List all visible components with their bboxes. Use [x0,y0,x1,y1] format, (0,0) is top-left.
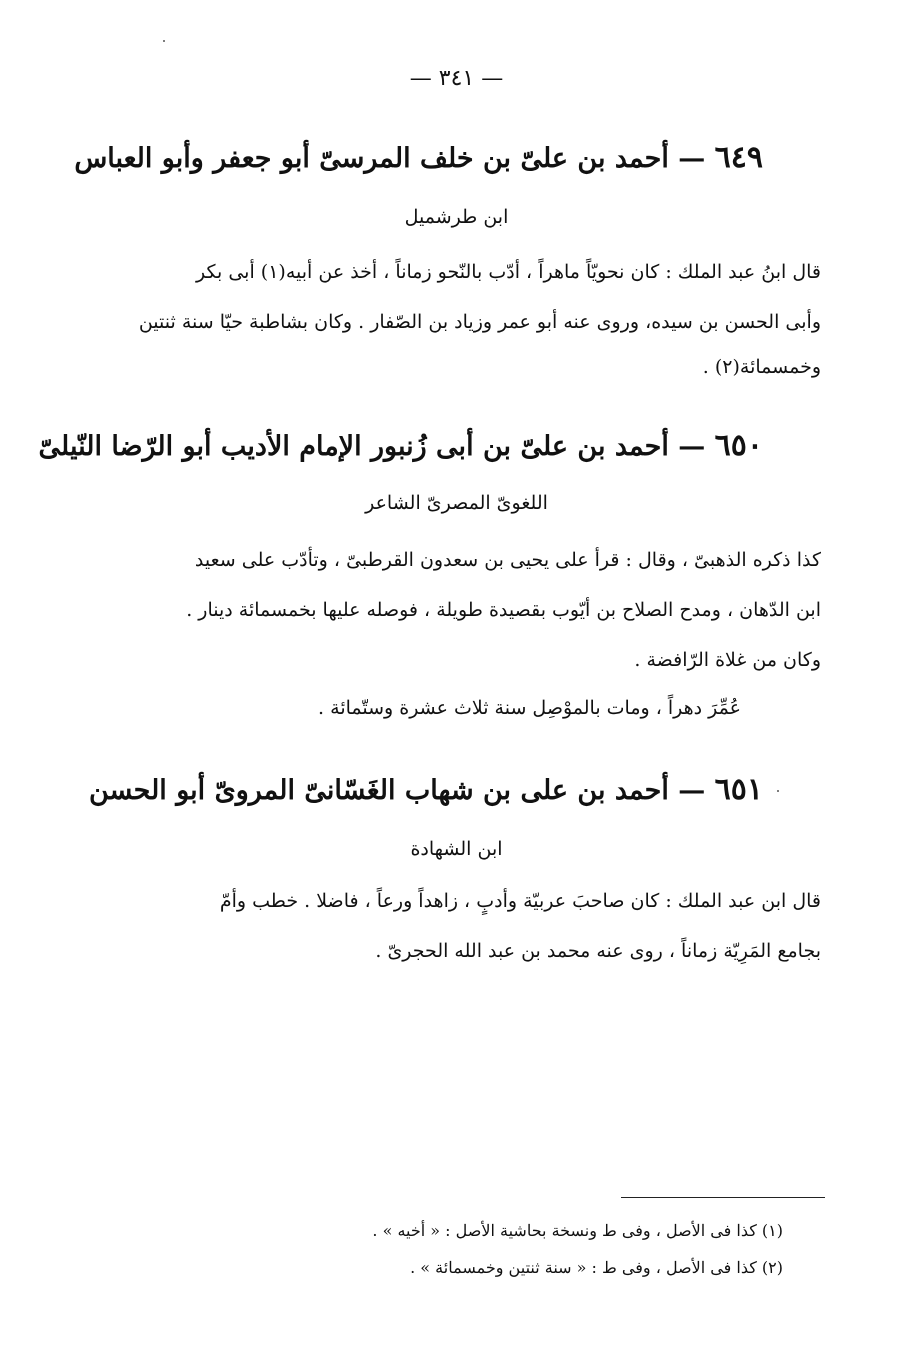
body-line: وكان من غلاة الرّافضة . [634,649,821,671]
entry-title: أحمد بن على بن شهاب الغَسّانىّ المروىّ أبو الحسن [89,775,669,806]
entry-dash: — [678,431,706,462]
entry-title: أحمد بن علىّ بن أبى زُنبور الإمام الأديب أبو الرّضا النّيلىّ [38,431,669,462]
entry-dash: — [678,143,706,174]
body-line: بجامع المَرِيّة زماناً ، روى عنه محمد بن عبد الله الحجرىّ . [375,940,821,962]
body-line: قال ابنُ عبد الملك : كان نحويّاً ماهراً ، أدّب بالنّحو زماناً ، أخذ عن أبيه(١) أبى بكر [196,261,821,283]
entry-dash: — [678,775,706,806]
entry-body [92,247,821,387]
entry-heading [38,428,763,463]
page-number: — ٣٤١ — [409,66,504,91]
footnote: (٢) كذا فى الأصل ، وفى ط : « سنة ثنتين وخمسمائة » . [410,1258,783,1277]
entry-number: ٦٥١ [714,772,763,807]
body-line: كذا ذكره الذهبىّ ، وقال : قرأ على يحيى بن سعدون القرطبىّ ، وتأدّب على سعيد [194,549,821,571]
footnotes [180,1212,783,1286]
footnote: (١) كذا فى الأصل ، وفى ط ونسخة بحاشية الأصل : « أخيه » . [372,1221,783,1240]
scan-speck [163,40,165,42]
entry-body [92,535,821,731]
body-line: وأبى الحسن بن سيده، وروى عنه أبو عمر وزياد بن الصّفار . وكان بشاطبة حيّا سنة ثنتين [138,311,821,333]
entry-subtitle: ابن الشهادة [410,838,503,860]
footnote-rule [621,1197,825,1198]
body-line: ابن الدّهان ، ومدح الصلاح بن أيّوب بقصيدة طويلة ، فوصله عليها بخمسمائة دينار . [186,599,821,621]
body-line: قال ابن عبد الملك : كان صاحبَ عربيّة وأدبٍ ، زاهداً ورعاً ، فاضلا . خطب وأمّ [219,890,821,912]
scan-speck [777,790,779,792]
body-line: عُمِّرَ دهراً ، ومات بالموْصِل سنة ثلاث عشرة وستّمائة . [318,697,741,719]
entry-number: ٦٤٩ [714,140,763,175]
entry-body [92,876,821,976]
entry-heading [60,140,763,175]
entry-heading [60,772,763,807]
body-line: وخمسمائة(٢) . [702,356,821,378]
entry-subtitle: ابن طرشميل [404,206,509,228]
entry-number: ٦٥٠ [714,428,763,463]
entry-subtitle: اللغوىّ المصرىّ الشاعر [365,492,548,514]
entry-title: أحمد بن علىّ بن خلف المرسىّ أبو جعفر وأبو العباس [74,143,669,174]
